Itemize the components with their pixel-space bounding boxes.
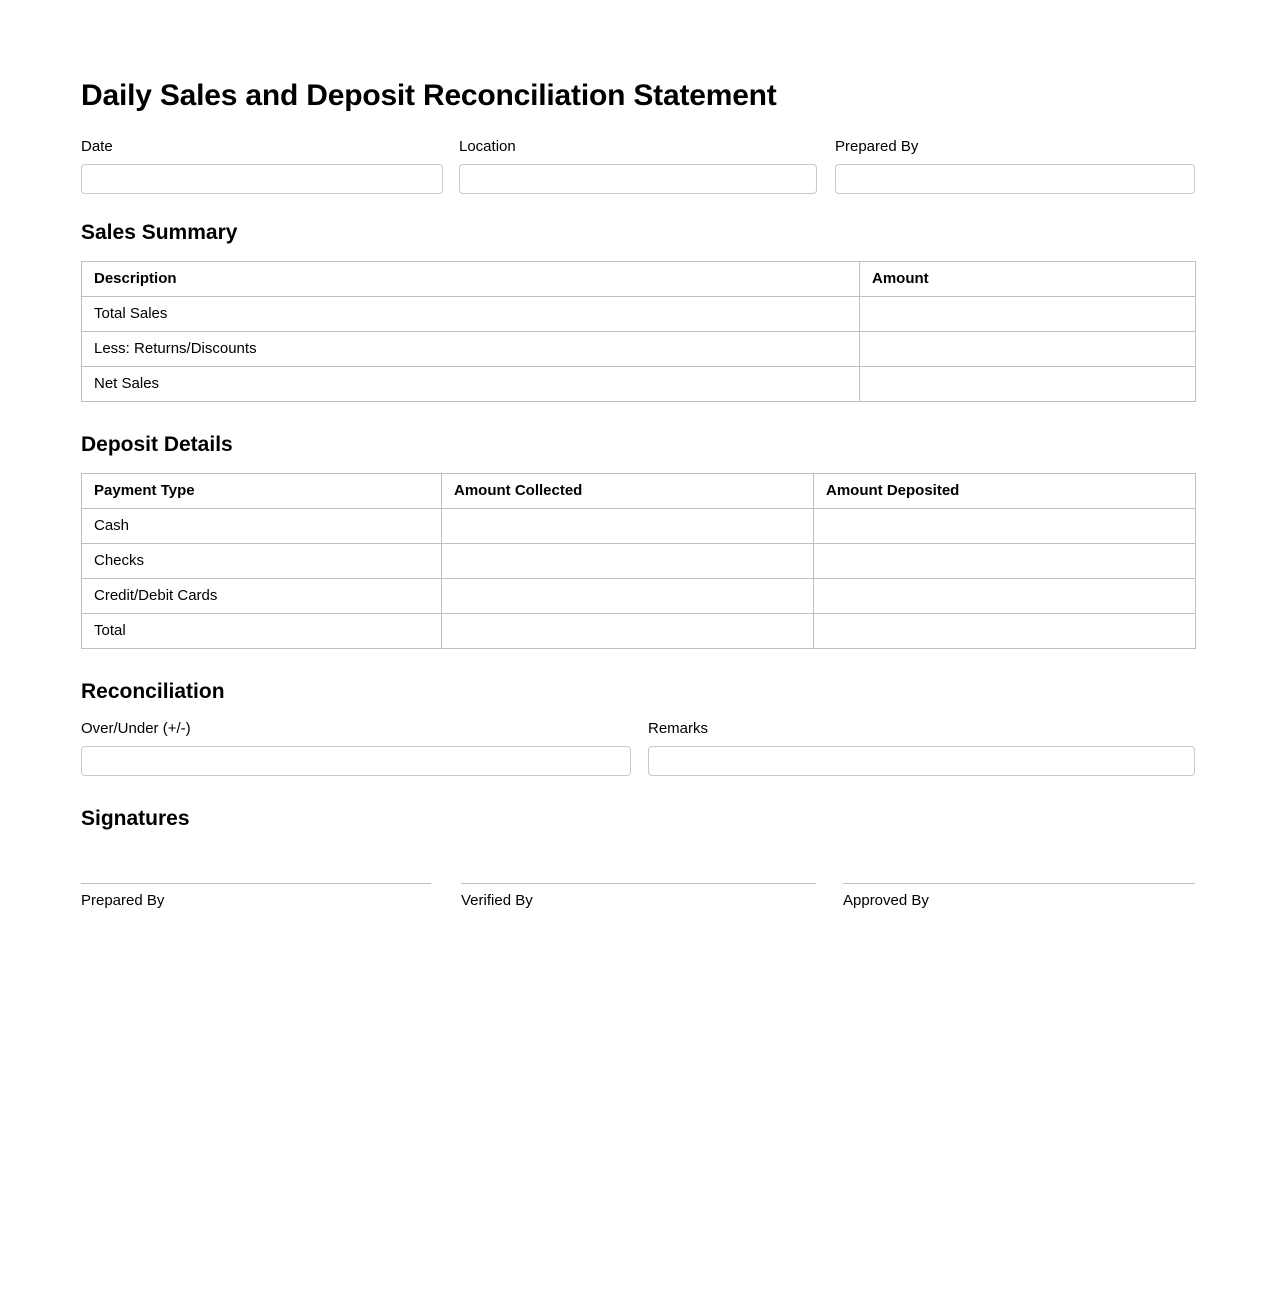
cell-amount[interactable] [860, 366, 1196, 401]
column-header-amount-deposited: Amount Deposited [814, 474, 1196, 509]
header-fields-row [81, 138, 1195, 194]
remarks-input[interactable] [648, 746, 1195, 776]
cell-payment-type: Checks [82, 544, 442, 579]
cell-payment-type-total: Total [82, 614, 442, 649]
table-row [82, 366, 1196, 401]
cell-amount[interactable] [860, 331, 1196, 366]
signature-line[interactable] [461, 883, 816, 884]
signature-label-approved-by: Approved By [843, 892, 929, 910]
table-row [82, 544, 1196, 579]
signature-block-approved-by [843, 883, 1195, 911]
cell-amount-deposited[interactable] [814, 579, 1196, 614]
column-header-payment-type: Payment Type [82, 474, 442, 509]
cell-payment-type: Cash [82, 509, 442, 544]
column-header-amount-collected: Amount Collected [442, 474, 814, 509]
table-row [82, 296, 1196, 331]
signatures-section [81, 806, 1195, 911]
cell-amount-collected-total[interactable] [442, 614, 814, 649]
signature-block-prepared-by [81, 883, 431, 911]
cell-amount-collected[interactable] [442, 509, 814, 544]
prepared-by-field-group [835, 138, 1195, 194]
sales-summary-table [81, 261, 1196, 402]
remarks-label: Remarks [648, 720, 709, 738]
cell-payment-type: Credit/Debit Cards [82, 579, 442, 614]
table-row [82, 579, 1196, 614]
over-under-label: Over/Under (+/-) [81, 720, 191, 738]
reconciliation-heading: Reconciliation [81, 680, 225, 704]
cell-description: Less: Returns/Discounts [82, 331, 860, 366]
reconciliation-section [81, 679, 1195, 776]
cell-amount-collected[interactable] [442, 544, 814, 579]
date-field-group [81, 138, 443, 194]
sales-summary-section [81, 220, 1195, 402]
signature-block-verified-by [461, 883, 816, 911]
deposit-details-table [81, 473, 1196, 649]
prepared-by-input[interactable] [835, 164, 1195, 194]
prepared-by-label: Prepared By [835, 138, 919, 155]
location-input[interactable] [459, 164, 817, 194]
table-row-total [82, 614, 1196, 649]
table-row [82, 331, 1196, 366]
cell-amount[interactable] [860, 296, 1196, 331]
column-header-description: Description [82, 261, 860, 296]
cell-description: Total Sales [82, 296, 860, 331]
table-header-row [82, 474, 1196, 509]
table-row [82, 509, 1196, 544]
cell-amount-deposited[interactable] [814, 509, 1196, 544]
over-under-input[interactable] [81, 746, 631, 776]
table-header-row [82, 261, 1196, 296]
cell-description: Net Sales [82, 366, 860, 401]
cell-amount-collected[interactable] [442, 579, 814, 614]
remarks-field-group [648, 720, 1195, 776]
location-label: Location [459, 138, 516, 155]
signature-label-prepared-by: Prepared By [81, 892, 165, 910]
signature-row [81, 883, 1195, 911]
deposit-details-section [81, 432, 1195, 649]
deposit-details-heading: Deposit Details [81, 432, 233, 456]
date-label: Date [81, 138, 113, 155]
signature-line[interactable] [81, 883, 431, 884]
signature-label-verified-by: Verified By [461, 892, 533, 910]
page-title: Daily Sales and Deposit Reconciliation Statement [81, 79, 777, 112]
over-under-field-group [81, 720, 631, 776]
sales-summary-heading: Sales Summary [81, 220, 238, 244]
signature-line[interactable] [843, 883, 1195, 884]
column-header-amount: Amount [860, 261, 1196, 296]
reconciliation-fields-row [81, 720, 1195, 776]
cell-amount-deposited-total[interactable] [814, 614, 1196, 649]
cell-amount-deposited[interactable] [814, 544, 1196, 579]
location-field-group [459, 138, 817, 194]
date-input[interactable] [81, 164, 443, 194]
signatures-heading: Signatures [81, 807, 190, 831]
